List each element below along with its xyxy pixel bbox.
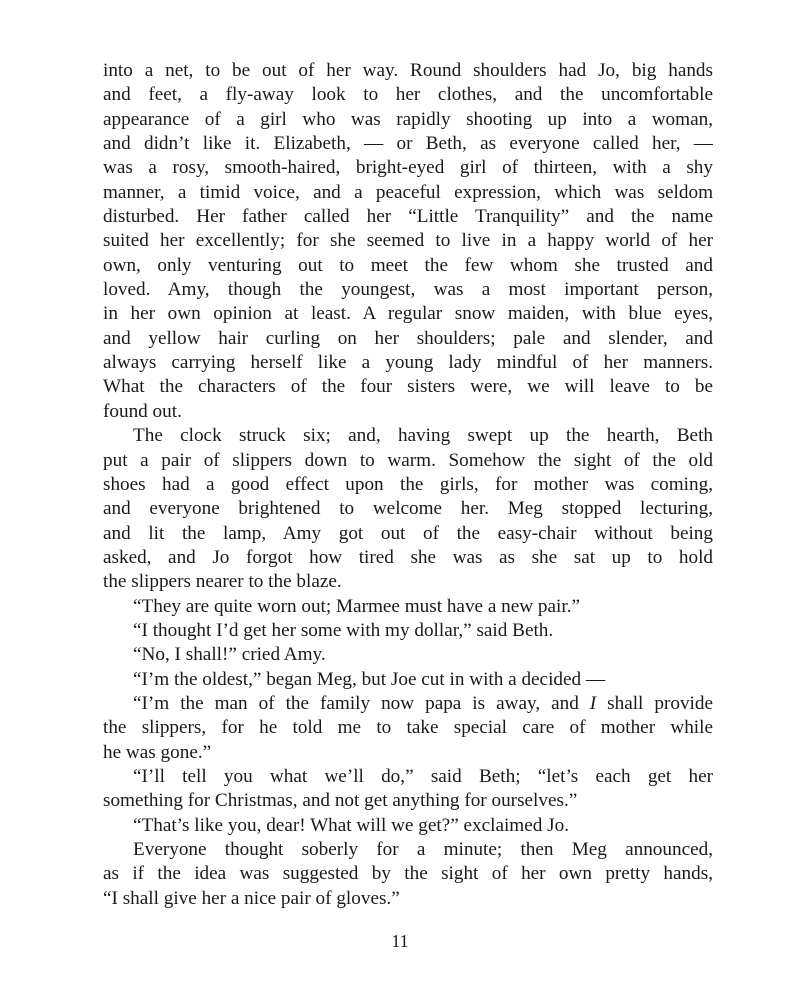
text-line: disturbed. Her father called her “Little Tranquility” and the name xyxy=(103,206,713,228)
text-line xyxy=(103,692,713,716)
text-line: loved. Amy, though the youngest, was a most important person, xyxy=(103,279,713,301)
text-line: “I thought I’d get her some with my dollar,” said Beth. xyxy=(133,619,554,641)
text-line: put a pair of slippers down to warm. Somehow the sight of the old xyxy=(103,449,713,471)
paragraph xyxy=(103,643,713,667)
text-line: and lit the lamp, Amy got out of the easy-chair without being xyxy=(103,522,713,544)
text-line: into a net, to be out of her way. Round shoulders had Jo, big hands xyxy=(103,60,713,81)
text-line: always carrying herself like a young lady mindful of her manners. xyxy=(103,352,713,374)
paragraph xyxy=(103,765,713,814)
text-line: “That’s like you, dear! What will we get?” exclaimed Jo. xyxy=(133,814,569,836)
text-line: was a rosy, smooth-haired, bright-eyed girl of thirteen, with a shy xyxy=(103,157,713,179)
paragraph xyxy=(103,692,713,765)
text-line: in her own opinion at least. A regular snow maiden, with blue eyes, xyxy=(103,303,713,325)
text-line: suited her excellently; for she seemed to live in a happy world of her xyxy=(103,230,713,252)
text-line: “No, I shall!” cried Amy. xyxy=(133,644,326,666)
text-line: own, only venturing out to meet the few whom she trusted and xyxy=(103,254,713,276)
text-line: The clock struck six; and, having swept up the hearth, Beth xyxy=(133,425,713,447)
book-page-body xyxy=(103,59,713,911)
text-line: and everyone brightened to welcome her. Meg stopped lecturing, xyxy=(103,498,713,520)
italic-text: I xyxy=(589,692,597,714)
text-line: he was gone.” xyxy=(103,741,212,763)
text-line: “I’ll tell you what we’ll do,” said Beth; “let’s each get her xyxy=(133,765,713,787)
paragraph xyxy=(103,59,713,424)
text-line: found out. xyxy=(103,400,182,422)
text-line: as if the idea was suggested by the sight of her own pretty hands, xyxy=(103,863,713,885)
text-line: shoes had a good effect upon the girls, for mother was coming, xyxy=(103,473,713,495)
text-line: and feet, a fly-away look to her clothes, and the uncomfortable xyxy=(103,84,713,106)
paragraph xyxy=(103,668,713,692)
text-line: and yellow hair curling on her shoulders; pale and slender, and xyxy=(103,327,713,349)
page-number: 11 xyxy=(391,931,409,951)
text-line: “They are quite worn out; Marmee must have a new pair.” xyxy=(133,595,581,617)
text-line: “I’m the oldest,” began Meg, but Joe cut in with a decided — xyxy=(133,668,606,690)
paragraph xyxy=(103,595,713,619)
paragraph xyxy=(103,619,713,643)
text-line: What the characters of the four sisters were, we will leave to be xyxy=(103,376,713,398)
paragraph xyxy=(103,838,713,911)
text-line: appearance of a girl who was rapidly shooting up into a woman, xyxy=(103,108,713,130)
text-line: Everyone thought soberly for a minute; then Meg announced, xyxy=(133,839,713,860)
text-line: something for Christmas, and not get anything for ourselves.” xyxy=(103,790,578,812)
paragraph xyxy=(103,814,713,838)
text-line: asked, and Jo forgot how tired she was as she sat up to hold xyxy=(103,546,713,568)
text-line: the slippers nearer to the blaze. xyxy=(103,571,342,593)
text-line: manner, a timid voice, and a peaceful expression, which was seldom xyxy=(103,181,713,203)
text-line: “I shall give her a nice pair of gloves.” xyxy=(103,887,400,909)
text-segment: “I’m the man of the family now papa is away, and xyxy=(133,692,590,714)
text-line: the slippers, for he told me to take special care of mother while xyxy=(103,717,713,739)
text-line: and didn’t like it. Elizabeth, — or Beth, as everyone called her, — xyxy=(103,133,713,155)
paragraph xyxy=(103,424,713,594)
text-segment: shall provide xyxy=(596,692,713,714)
